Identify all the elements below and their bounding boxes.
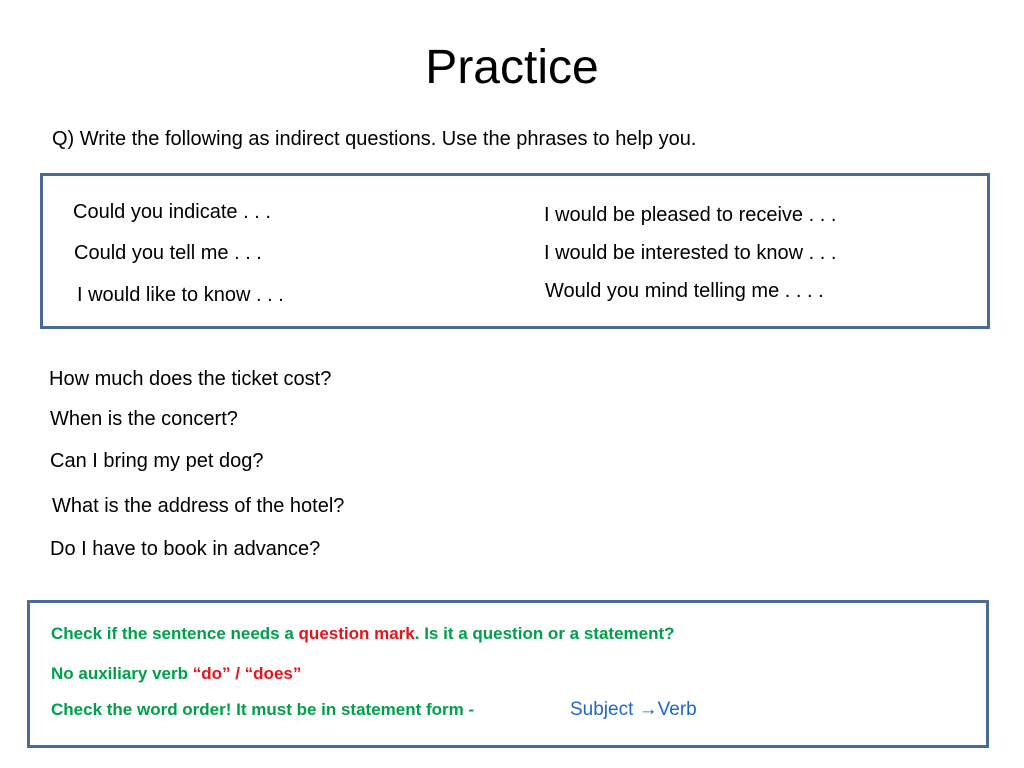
verb-label: Verb: [657, 699, 697, 720]
phrase-left-3: I would like to know . . .: [77, 284, 284, 306]
question-2: When is the concert?: [50, 408, 238, 430]
tip-1-text-a: Check if the sentence needs a: [51, 624, 299, 643]
tip-word-order: [51, 698, 474, 722]
question-1: How much does the ticket cost?: [49, 368, 332, 390]
tip-auxiliary: [51, 662, 301, 686]
question-5: Do I have to book in advance?: [50, 538, 321, 560]
tip-2-highlight: “do” / “does”: [192, 664, 302, 683]
phrase-left-2: Could you tell me . . .: [74, 242, 262, 264]
tip-1-highlight: question mark: [298, 624, 415, 643]
question-3: Can I bring my pet dog?: [50, 450, 264, 472]
tip-question-mark: [51, 622, 675, 646]
tip-1-text-b: . Is it a question or a statement?: [414, 624, 675, 643]
slide-title: Practice: [425, 41, 599, 94]
tip-3-text: Check the word order! It must be in statement form -: [51, 700, 475, 719]
instruction-text: Q) Write the following as indirect questions. Use the phrases to help you.: [52, 128, 697, 150]
tip-2-text: No auxiliary verb: [51, 664, 193, 683]
question-4: What is the address of the hotel?: [52, 495, 345, 517]
phrase-right-1: I would be pleased to receive . . .: [544, 204, 837, 226]
phrase-right-3: Would you mind telling me . . . .: [545, 280, 824, 302]
subject-verb-note: [570, 698, 697, 722]
arrow-right-icon: →: [638, 699, 658, 720]
phrase-right-2: I would be interested to know . . .: [544, 242, 837, 264]
subject-label: Subject: [570, 699, 639, 720]
phrase-left-1: Could you indicate . . .: [73, 201, 271, 223]
